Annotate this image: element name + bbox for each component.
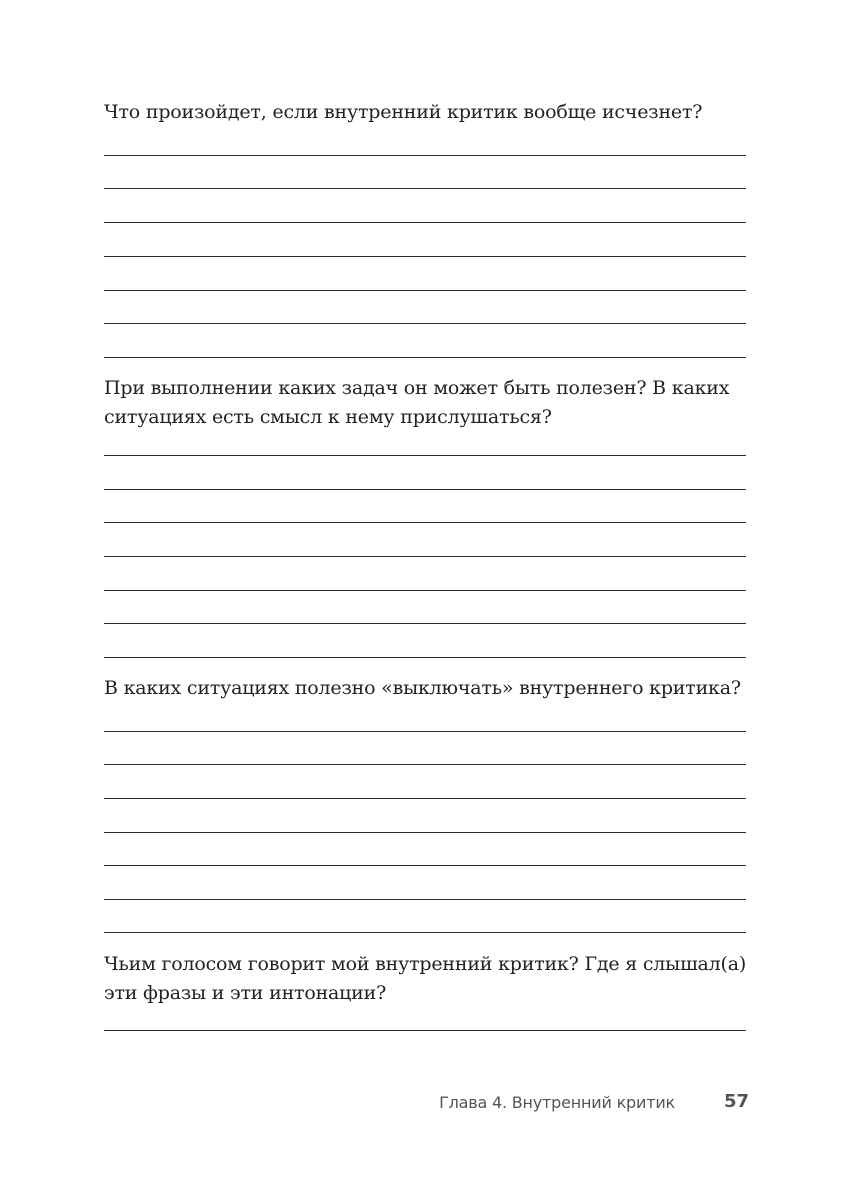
answer-line[interactable] — [104, 556, 746, 557]
answer-line[interactable] — [104, 798, 746, 799]
answer-line[interactable] — [104, 256, 746, 257]
answer-line[interactable] — [104, 1030, 746, 1031]
answer-line[interactable] — [104, 522, 746, 523]
answer-line[interactable] — [104, 222, 746, 223]
answer-line[interactable] — [104, 623, 746, 624]
answer-line[interactable] — [104, 731, 746, 732]
question-4: Чьим голосом говорит мой внутренний критик? Где я слышал(а) эти фразы и эти интонации? — [104, 953, 747, 1004]
answer-line[interactable] — [104, 290, 746, 291]
question-2: При выполнении каких задач он может быть полезен? В каких ситуациях есть смысл к нему прислушаться? — [104, 377, 730, 428]
chapter-title: Глава 4. Внутренний критик — [439, 1093, 675, 1112]
answer-line[interactable] — [104, 455, 746, 456]
answer-line[interactable] — [104, 899, 746, 900]
question-3: В каких ситуациях полезно «выключать» внутреннего критика? — [104, 677, 741, 699]
answer-line[interactable] — [104, 323, 746, 324]
answer-line[interactable] — [104, 489, 746, 490]
answer-line[interactable] — [104, 865, 746, 866]
page-number: 57 — [724, 1091, 750, 1112]
answer-line[interactable] — [104, 932, 746, 933]
answer-line[interactable] — [104, 764, 746, 765]
answer-line[interactable] — [104, 357, 746, 358]
answer-line[interactable] — [104, 832, 746, 833]
answer-line[interactable] — [104, 155, 746, 156]
answer-line[interactable] — [104, 188, 746, 189]
answer-line[interactable] — [104, 590, 746, 591]
answer-line[interactable] — [104, 657, 746, 658]
question-1: Что произойдет, если внутренний критик вообще исчезнет? — [104, 101, 703, 123]
